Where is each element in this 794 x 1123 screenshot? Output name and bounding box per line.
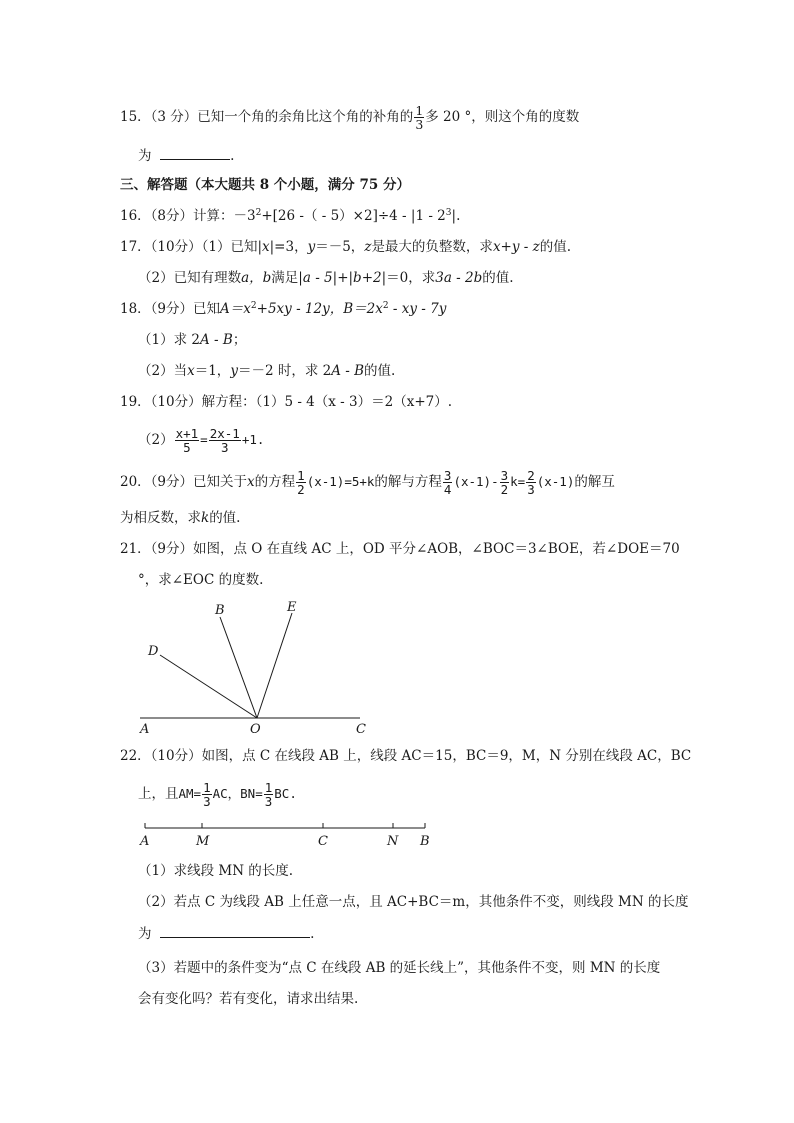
q15-tail: 多 20 °，则这个角的度数 <box>425 109 580 125</box>
label-m: M <box>196 834 210 849</box>
q22-sub2b: 为 . <box>138 923 314 944</box>
label-o: O <box>250 722 261 737</box>
q15-line1 <box>120 104 579 131</box>
section-header: 三、解答题（本大题共 8 个小题，满分 75 分） <box>120 177 410 193</box>
q22-sub3: （3）若题中的条件变为“点 C 在线段 AB 的延长线上”，其他条件不变，则 MN 的长度 <box>138 960 661 976</box>
q15-answer-blank[interactable] <box>160 145 230 160</box>
q22-line1: 22．（10分）如图，点 C 在线段 AB 上，线段 AC＝15，BC＝9，M，N 分别在线段 AC，BC <box>120 748 692 764</box>
q19-fraction-left: $\frac{x+1}{5}$ <box>175 426 199 455</box>
q22-answer-blank[interactable] <box>160 923 310 938</box>
figure-22-segment <box>135 818 445 850</box>
label-e: E <box>287 600 297 615</box>
q21-line1: 21．（9分）如图，点 O 在直线 AC 上，OD 平分∠AOB，∠BOC＝3∠BOE，若∠DOE＝70 <box>120 541 680 557</box>
q19-line2: （2） $\frac{x+1}{5}$ = $\frac{2x-1}{3}$ +1. <box>138 426 265 455</box>
q22-line2: 上，且AM= $\frac{1}{3}$ AC，BN= $\frac{1}{3}$ BC. <box>138 780 297 809</box>
q18-sub2: （2）当x＝1，y＝－2 时，求 2A - B的值. <box>138 363 396 379</box>
label-c: C <box>318 834 328 849</box>
q22-sub1: （1）求线段 MN 的长度. <box>138 863 294 879</box>
q15-text: 15．（3 分）已知一个角的余角比这个角的补角的 <box>120 109 414 125</box>
q20-line1: 20．（9分）已知关于x的方程 $\frac{1}{2}$ (x-1)=5+k的解与方程 $\frac{3}{4}$ (x-1)- $\frac{3}{2}$ k= $\frac{2}{3}$ (x-1)的解互 <box>120 468 615 497</box>
label-d: D <box>148 644 159 659</box>
q19-fraction-right: $\frac{2x-1}{3}$ <box>209 426 240 455</box>
label-b: B <box>420 834 430 849</box>
label-a: A <box>140 834 150 849</box>
label-b: B <box>215 603 225 618</box>
q16-line: 16．（8分）计算：$-3^2+[26$ -（ - $5)\times 2]\div 4 - |1 - 2^3|$. <box>120 208 461 224</box>
q17-line1: 17．（10分）（1）已知|x|=3，y＝－5，z是最大的负整数，求x+y - z的值. <box>120 239 572 255</box>
figure-21-angles <box>130 595 390 740</box>
q20-line2: 为相反数，求k的值. <box>120 510 241 526</box>
ray-od <box>160 655 257 718</box>
q22-sub2: （2）若点 C 为线段 AB 上任意一点，且 AC+BC＝m，其他条件不变，则线段 MN 的长度 <box>138 894 689 910</box>
q18-sub1: （1）求 2A - B； <box>138 332 247 348</box>
label-a: A <box>140 722 150 737</box>
q19-line1: 19．（10分）解方程：（1）5 - 4（x - 3）＝2（x+7）. <box>120 394 453 410</box>
q22-sub3b: 会有变化吗？若有变化，请求出结果. <box>138 991 359 1007</box>
label-c: C <box>356 722 366 737</box>
ray-ob <box>220 617 257 718</box>
ray-oe <box>257 613 292 718</box>
q18-line1: 18．（9分）已知$A=x^2+5xy - 12y$，$B=2x^2$ - xy - 7y <box>120 301 447 317</box>
q15-line2: 为 . <box>138 145 234 166</box>
q17-line2: （2）已知有理数a，b满足|a - 5|+|b+2|＝0，求3a - 2b的值. <box>138 270 514 286</box>
q15-fraction: $\frac{1}{3}$ <box>415 103 424 132</box>
q21-line2: °，求∠EOC 的度数. <box>138 572 264 588</box>
label-n: N <box>387 834 399 849</box>
